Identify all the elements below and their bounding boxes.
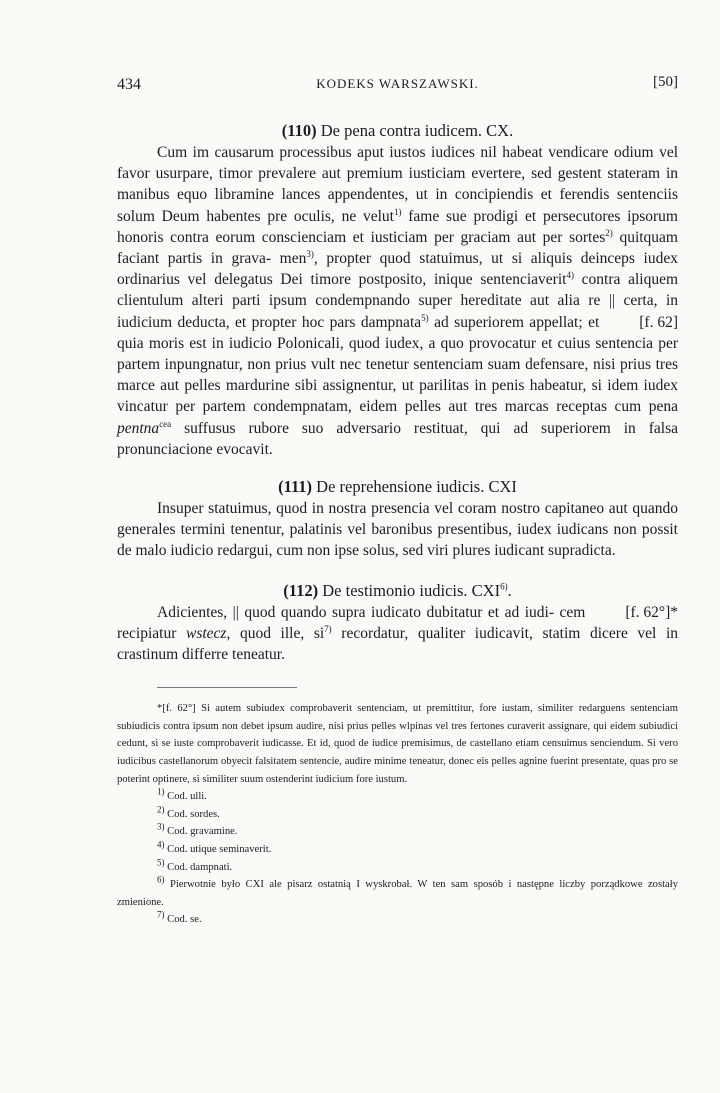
margin-folio-note: [f. 62°]*: [625, 603, 678, 621]
page: [117, 70, 678, 929]
footnote-ref: 7): [324, 623, 332, 634]
starred-note: *[f. 62°] Si autem subiudex comprobaverit sentenciam, ut premittitur, fore iustam, similiter redarguens sentenciam subiudicis contra ipsum non debet ipsum audire, nisi prius pelles wlpinas vel tres fertones curaverit assignare, qui eidem subiudici cedunt, si se iuste comprobaverit iudicasse. Et id, quod de iudice premisimus, de castellano etiam censuimus senciendum. Si vero iudicibus castellanorum obyecit falsitatem sentencie, audire minime teneatur, donec eis pelles agnine fuerint presentate, quas pro se poterint optinere, si similiter suum ostenderint iudicium fore iustum.: [117, 703, 678, 785]
article-number: (112): [283, 580, 319, 600]
article-title: De testimonio iudicis. CXI: [322, 580, 501, 600]
word-pentnacea: pentna: [117, 419, 160, 437]
footnote-6: $^{6)}$ Pierwotnie było CXI ale pisarz ostatnią I wyskrobał. W ten sam sposób i następne liczby porządkowe zostały zmienione.: [117, 874, 678, 908]
running-header: [117, 70, 678, 94]
footnote-5: $^{5)}$ Cod. dampnati.: [157, 857, 233, 873]
article-111-heading: [117, 476, 678, 498]
running-title: KODEKS WARSZAWSKI.: [316, 76, 479, 91]
footnote-ref: 1): [393, 206, 402, 217]
article-title: De pena contra iudicem. CX.: [320, 121, 514, 140]
section-number: [50]: [653, 74, 678, 90]
footnote-divider: [157, 687, 297, 688]
article-112-text: Adicientes, || quod quando supra iudicato dubitatur et ad iudi- [f. 62°]* cem recipiatur wstecz, quod ille, $si^{7)}$ recordatur, qualiter iudicavit, statim dicere vel in crastinum differre teneatur.: [117, 603, 679, 664]
article-111-text: Insuper statuimus, quod in nostra presencia vel coram nostro capitaneo aut quando generales termini tenentur, palatinis vel baronibus presentibus, iudex iudicans non possit de malo iudicio redargui, cum non ipse solus, sed viri plures iudicant supradicta.: [117, 500, 678, 560]
footnotes: [117, 700, 678, 929]
footnote-ref: 4): [566, 270, 574, 281]
footnote-ref: 6): [500, 581, 508, 592]
footnote-ref: 3): [306, 248, 314, 259]
footnote-2: $^{2)}$ Cod. sordes.: [157, 804, 220, 820]
article-110-text: Cum im causarum processibus aput iustos iudices nil habeat vendicare odium vel favor usurpare, timor prevalere aut premium iusticiam evertere, sed gestent stateram in manibus equo libramine lances appendentes, ut in concipiendis et ferendis sentenciis solum Deum habentes pre oculis, ne velut$^{1)}$ fame sue prodigi et persecutores ipsorum honoris contra eorum conscienciam et iusticiam per graciam aut per sortes$^{2)}$ quitquam faciant partis in grava- men$^{3)}$, propter quod statuimus, ut si aliquis deinceps iudex ordinarius vel delegatus Dei timore postposito, inique sentenciaverit$^{4)}$ contra aliquem clientulum alteri parti ipsum condempnando super hereditate aut alia re || certa, in iudicium deducta, et propter hoc pars dampnata$^{5)}$ ad [f. 62] superiorem appellat; et quia moris est in iudicio Polonicali, quod iudex, a quo provocatur et cuius sentencia per partem inpungnatur, non prius vult nec tenetur sentenciam suam defensare, nisi prius tres marce aut pelles mardurine sibi assignentur, ut parilitas in penis habeatur, si idem iudex vincatur per partem condempnatam, eidem pelles aut tres marcas receptas cum pena pentna$^{cea}$ suffusus rubore suo adversario restituat, qui ad superiorem in falsa pronunciacione evocavit.: [117, 144, 679, 458]
footnote-1: $^{1)}$ Cod. ulli.: [157, 786, 207, 803]
article-number: (110): [281, 121, 317, 140]
footnote-4: $^{4)}$ Cod. utique seminaverit.: [157, 839, 272, 856]
margin-folio-note: [f. 62]: [639, 313, 678, 331]
article-112-heading: (112) De testimonio iudicis. CXI$^{6)}$.: [283, 580, 512, 600]
article-number: (111): [278, 477, 313, 497]
article-110-heading: [117, 120, 678, 142]
footnote-7: $^{7)}$ Cod. se.: [157, 909, 202, 926]
article-title: De reprehensione iudicis. CXI: [316, 477, 517, 497]
page-number: 434: [117, 76, 141, 93]
footnote-ref: 2): [605, 227, 613, 238]
footnote-ref: 5): [421, 312, 429, 323]
word-wstecz: wstecz,: [186, 624, 231, 642]
footnote-3: $^{3)}$ Cod. gravamine.: [157, 821, 238, 838]
